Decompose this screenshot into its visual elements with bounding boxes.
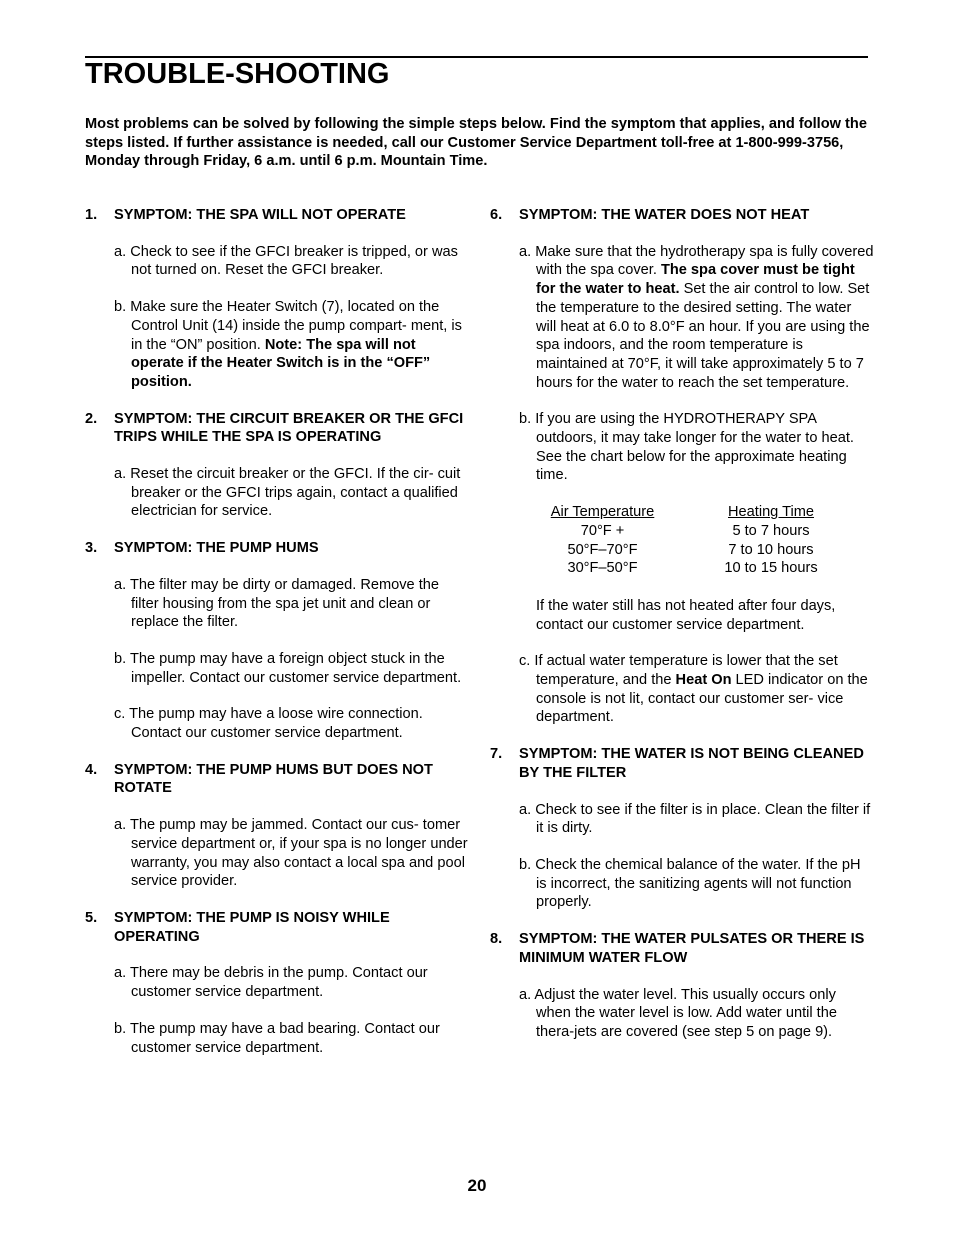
step-b: b. If you are using the HYDROTHERAPY SPA outdoors, it may take longer for the water to heat. See the chart below for the approximate heating time. <box>519 411 854 484</box>
symptom-heading <box>85 909 469 946</box>
symptom-number: 6. <box>490 207 503 223</box>
symptom-number: 2. <box>85 410 98 427</box>
table-header: Air Temperature <box>550 504 655 521</box>
symptom-1 <box>85 206 469 392</box>
page-number: 20 <box>467 1176 487 1195</box>
symptom-title: SYMPTOM: THE SPA WILL NOT OPERATE <box>114 207 406 223</box>
symptom-title: SYMPTOM: THE WATER IS NOT BEING CLEANED BY THE FILTER <box>519 746 864 781</box>
symptom-title: SYMPTOM: THE PUMP HUMS <box>114 540 319 557</box>
table-cell: 5 to 7 hours <box>732 522 810 539</box>
symptom-title: SYMPTOM: THE WATER DOES NOT HEAT <box>519 207 810 223</box>
symptom-heading <box>85 410 469 447</box>
step-a: a. The pump may be jammed. Contact our cus- tomer service department or, if your spa is no longer under warranty, you may also contact a local spa and pool service provider. <box>114 817 468 890</box>
step-a: a. The filter may be dirty or damaged. Remove the filter housing from the spa jet unit and clean or replace the filter. <box>114 576 440 631</box>
symptom-title: SYMPTOM: THE CIRCUIT BREAKER OR THE GFCI TRIPS WHILE THE SPA IS OPERATING <box>114 410 464 446</box>
table-cell: 10 to 15 hours <box>724 560 818 577</box>
step-a: a. There may be debris in the pump. Contact our customer service department. <box>114 965 428 1001</box>
step-a: a. Reset the circuit breaker or the GFCI. If the cir- cuit breaker or the GFCI trips again, contact a qualified electrician for service. <box>114 466 461 520</box>
step-a: a. Check to see if the GFCI breaker is tripped, or was not turned on. Reset the GFCI breaker. <box>114 243 458 279</box>
right-column <box>490 206 874 1060</box>
symptom-6 <box>490 206 874 727</box>
heat-on-label: Heat On <box>675 672 732 689</box>
table-row <box>536 541 851 560</box>
symptom-heading <box>85 206 469 225</box>
step-note: Note: The spa will not operate if the Heater Switch is in the “OFF” position. <box>131 336 431 390</box>
symptom-number: 1. <box>85 207 98 223</box>
symptom-number: 3. <box>85 540 98 557</box>
table-row <box>536 522 851 541</box>
symptom-heading <box>490 745 874 782</box>
symptom-4 <box>85 761 469 891</box>
table-header: Heating Time <box>728 504 814 521</box>
step-text-continued: Set the air control to low. Set the temperature to the desired setting. The water will heat at 6.0 to 8.0°F an hour. If you are using the spa indoors, and the room temperature is maintained at 70°F, it will take approximately 5 to 7 hours for the water to reach the set temperature. <box>536 281 870 391</box>
step-b: b. Check the chemical balance of the water. If the pH is incorrect, the sanitizing agents will not function properly. <box>519 856 861 911</box>
symptom-number: 5. <box>85 909 98 926</box>
step-text: a. Make sure that the hydrotherapy spa is fully covered with the spa cover. <box>519 243 874 279</box>
table-cell: 30°F–50°F <box>567 560 638 577</box>
symptom-heading <box>85 761 469 798</box>
step-c: c. The pump may have a loose wire connection. Contact our customer service department. <box>114 706 423 742</box>
symptom-number: 8. <box>490 931 503 948</box>
table-cell: 50°F–70°F <box>567 541 638 558</box>
step-text-continued: LED indicator on the console is not lit, contact our customer ser- vice department. <box>536 672 868 726</box>
step-c <box>519 652 874 727</box>
symptom-8 <box>490 930 874 1042</box>
step-b <box>114 298 469 392</box>
left-column <box>85 206 469 1075</box>
step-b: b. The pump may have a bad bearing. Contact our customer service department. <box>114 1020 440 1056</box>
symptom-7 <box>490 745 874 912</box>
page-title: TROUBLE-SHOOTING <box>85 58 390 90</box>
symptom-heading <box>490 930 874 967</box>
step-a <box>519 243 874 393</box>
step-a: a. Check to see if the filter is in place. Clean the filter if it is dirty. <box>519 801 871 837</box>
table-row <box>536 559 851 578</box>
symptom-number: 7. <box>490 746 503 763</box>
symptom-heading <box>85 539 469 558</box>
step-note: If the water still has not heated after four days, contact our customer service department. <box>536 597 836 633</box>
step-b: b. The pump may have a foreign object stuck in the impeller. Contact our customer service department. <box>114 650 462 686</box>
step-a: a. Adjust the water level. This usually occurs only when the water level is low. Add water until the thera-jets are covered (see step 5 on page 9). <box>519 986 837 1040</box>
heating-time-table <box>536 503 851 578</box>
intro-paragraph: Most problems can be solved by following the simple steps below. Find the symptom that applies, and follow the steps listed. If further assistance is needed, call our Customer Service Department toll-free at 1-800-999-3756, Monday through Friday, 6 a.m. until 6 p.m. Mountain Time. <box>85 116 867 170</box>
step-text: b. Make sure the Heater Switch (7), located on the Control Unit (14) inside the pump compart- ment, is in the “ON” position. <box>114 299 462 353</box>
symptom-title: SYMPTOM: THE WATER PULSATES OR THERE IS MINIMUM WATER FLOW <box>519 931 865 966</box>
table-cell: 7 to 10 hours <box>728 541 814 558</box>
symptom-title: SYMPTOM: THE PUMP IS NOISY WHILE OPERATING <box>114 909 390 945</box>
symptom-number: 4. <box>85 761 98 778</box>
step-text: c. If actual water temperature is lower that the set temperature, and the <box>519 653 838 689</box>
table-header-row <box>536 503 851 522</box>
symptom-2 <box>85 410 469 522</box>
step-emphasis: The spa cover must be tight for the water to heat. <box>536 262 855 298</box>
symptom-title: SYMPTOM: THE PUMP HUMS BUT DOES NOT ROTATE <box>114 761 433 797</box>
symptom-5 <box>85 909 469 1057</box>
symptom-3 <box>85 539 469 743</box>
table-cell: 70°F + <box>580 522 625 539</box>
symptom-heading <box>490 206 874 225</box>
